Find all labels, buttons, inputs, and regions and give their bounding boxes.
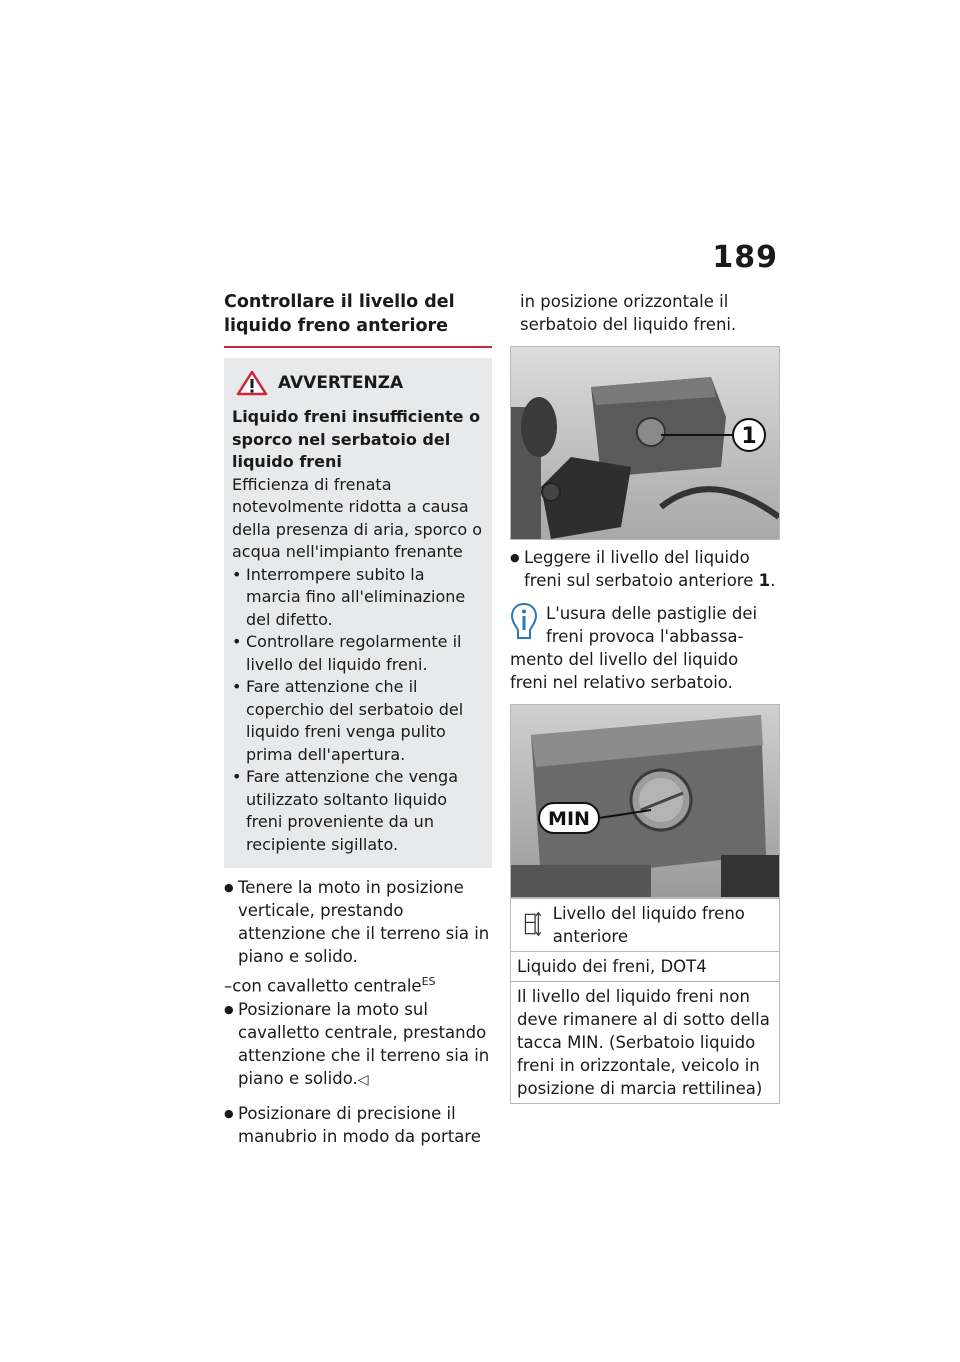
page-number: 189 bbox=[712, 240, 778, 275]
spec-title: Livello del liquido freno anteriore bbox=[552, 904, 745, 946]
end-marker: ◁ bbox=[357, 1071, 369, 1088]
step-item bbox=[510, 546, 780, 592]
warning-text: Efficienza di frenata notevolmente ridotta a causa della presenza di aria, sporco o acqua nell'impianto frenante bbox=[232, 474, 483, 561]
warning-list bbox=[232, 564, 484, 857]
warning-item: • Interrompere subito la marcia fino all'eliminazione del difetto. bbox=[232, 564, 484, 632]
info-text-rest: mento del livello del liquido freni nel relativo serbatoio. bbox=[510, 650, 739, 692]
section-title: Controllare il livello del liquido freno anteriore bbox=[224, 290, 492, 348]
step-item: ● Tenere la moto in posizione verticale, prestando attenzione che il terreno sia in piano e solido. bbox=[224, 876, 492, 968]
fluid-level-icon bbox=[523, 906, 541, 942]
info-text-first: L'usura delle pastiglie dei freni provoca l'abbassa- bbox=[546, 604, 758, 646]
reference-number: 1 bbox=[758, 571, 771, 590]
warning-heading: Liquido freni insufficiente o sporco nel serbatoio del liquido freni bbox=[232, 407, 481, 471]
step-continuation: in posizione orizzontale il serbatoio del liquido freni. bbox=[520, 292, 737, 334]
step-text: Posizionare la moto sul cavalletto centrale, prestando attenzione che il terreno sia in piano e solido. bbox=[238, 999, 490, 1088]
spec-fluid: Liquido dei freni, DOT4 bbox=[511, 952, 780, 982]
warning-triangle-icon bbox=[236, 370, 268, 396]
step-item: ● Posizionare di precisione il manubrio in modo da portare bbox=[224, 1102, 492, 1148]
warning-label: AVVERTENZA bbox=[278, 372, 404, 393]
info-icon bbox=[510, 602, 540, 642]
condition-superscript: ES bbox=[421, 975, 436, 988]
min-level-photo bbox=[510, 704, 780, 898]
warning-header bbox=[232, 370, 484, 396]
condition-line: –con cavalletto centrale$^{ES}$ bbox=[224, 975, 436, 996]
step-text: Leggere il livello del liquido freni sul serbatoio anteriore bbox=[524, 548, 754, 590]
spec-table bbox=[510, 898, 780, 1104]
warning-item: • Fare attenzione che il coperchio del serbatoio del liquido freni venga pulito prima dell'apertura. bbox=[232, 676, 484, 766]
step-item bbox=[224, 998, 492, 1092]
info-note bbox=[510, 602, 780, 648]
right-column bbox=[510, 290, 780, 1104]
brake-reservoir-photo bbox=[510, 346, 780, 540]
procedure-steps bbox=[224, 876, 492, 1148]
warning-box bbox=[224, 358, 492, 868]
step-end: . bbox=[770, 571, 776, 590]
warning-item: • Controllare regolarmente il livello del liquido freni. bbox=[232, 631, 484, 676]
callout-number: 1 bbox=[741, 424, 757, 449]
spec-note: Il livello del liquido freni non deve rimanere al di sotto della tacca MIN. (Serbatoio liquido freni in orizzontale, veicolo in posizione di marcia rettilinea) bbox=[511, 982, 780, 1104]
min-label: MIN bbox=[548, 808, 590, 830]
spec-header-cell bbox=[511, 899, 780, 952]
left-column bbox=[224, 290, 492, 1150]
condition-text: con cavalletto centrale bbox=[232, 976, 422, 996]
warning-item: • Fare attenzione che venga utilizzato soltanto liquido freni proveniente da un recipiente sigillato. bbox=[232, 766, 484, 856]
